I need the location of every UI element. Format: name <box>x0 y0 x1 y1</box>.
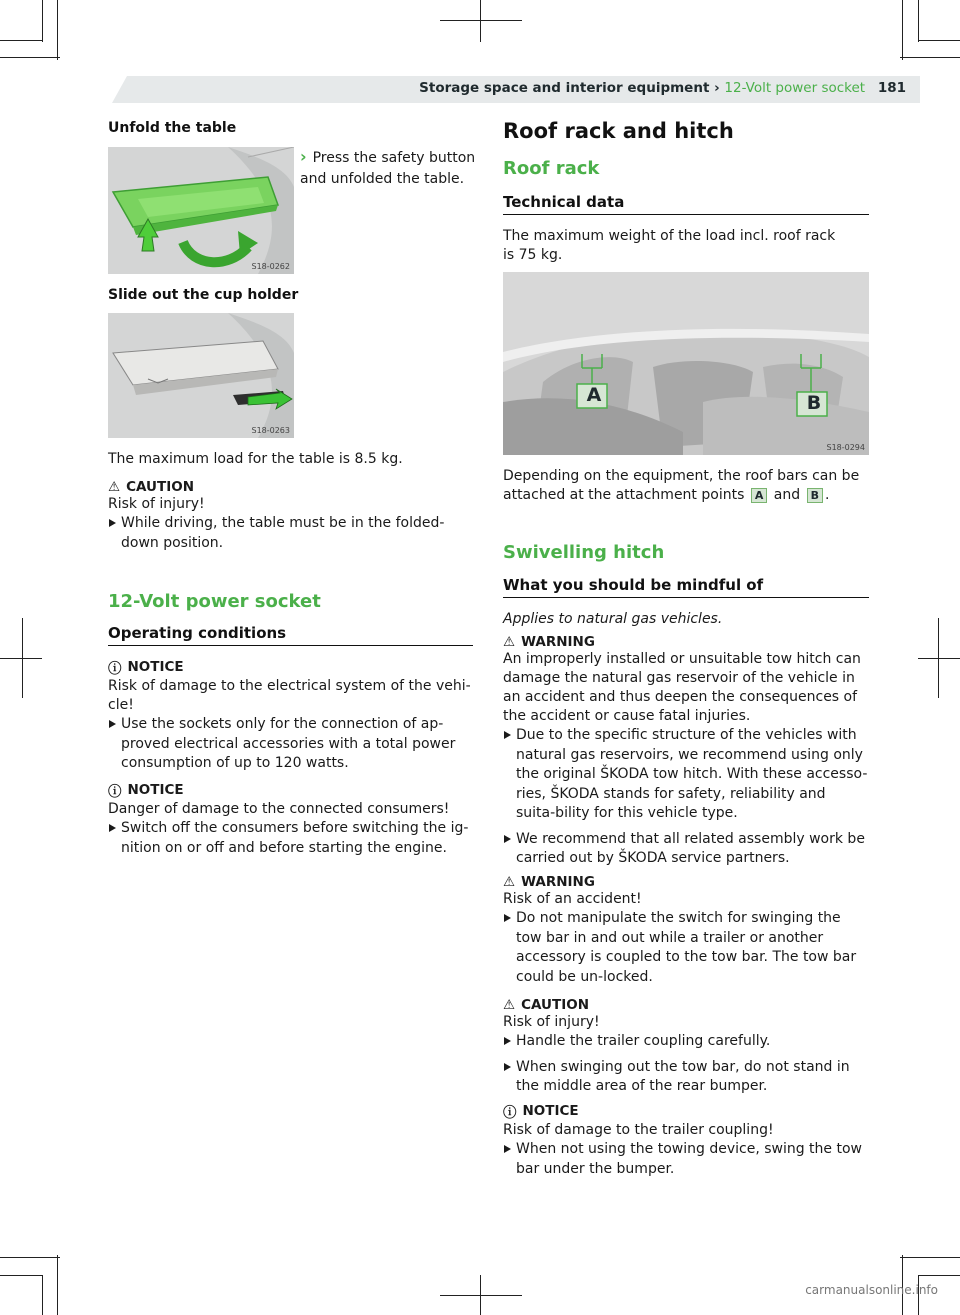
car-interior-illustration <box>503 272 869 455</box>
warning-triangle-icon: ⚠ <box>503 874 516 890</box>
mindful-heading: What you should be mindful of <box>503 576 869 598</box>
tech-text: The maximum weight of the load incl. roof rack is 75 kg. <box>503 228 836 263</box>
step-arrow-icon: › <box>300 147 307 166</box>
unfold-heading: Unfold the table <box>108 120 237 136</box>
hitch-heading: Swivelling hitch <box>503 542 665 563</box>
crop-mark <box>42 1275 43 1315</box>
warning-bullet: We recommend that all related assembly work be carried out by ŠKODA service partners. <box>503 830 869 869</box>
caution-bullet: Handle the trailer coupling carefully. <box>503 1032 869 1052</box>
info-icon: ⓘ <box>108 784 122 800</box>
page-number: 181 <box>877 80 906 96</box>
depend-end: . <box>824 487 830 503</box>
crop-mark <box>0 1257 60 1258</box>
crop-mark <box>0 1275 42 1276</box>
crop-mark <box>57 0 58 60</box>
notice-bullet: When not using the towing device, swing the tow bar under the bumper. <box>503 1140 869 1179</box>
caution-title: CAUTION <box>521 997 590 1013</box>
notice-text: Risk of damage to the trailer coupling! <box>503 1122 774 1138</box>
crop-mark <box>440 1295 522 1296</box>
info-icon: ⓘ <box>108 661 122 677</box>
crop-mark <box>42 0 43 42</box>
notice-title: NOTICE <box>522 1103 579 1119</box>
page-header <box>419 80 906 96</box>
warning-text: An improperly installed or unsuitable tow hitch can damage the natural gas reservoir of the vehicle in an accident and thus deepen the consequences of the accident or cause fatal injuries. <box>503 651 861 724</box>
crop-mark <box>918 0 919 42</box>
crop-mark <box>918 40 960 41</box>
crop-mark <box>0 658 42 659</box>
warning-title: WARNING <box>521 874 595 890</box>
socket-heading: 12-Volt power socket <box>108 591 321 612</box>
tech-heading: Technical data <box>503 193 869 215</box>
figure-label: S18-0263 <box>251 426 290 435</box>
marker-b-label: B <box>806 392 822 414</box>
caution-title: CAUTION <box>126 479 195 495</box>
notice-box-1 <box>108 657 473 774</box>
crop-mark <box>22 618 23 698</box>
notice-title: NOTICE <box>127 659 184 675</box>
roof-heading: Roof rack <box>503 158 600 179</box>
unfold-step-text: Press the safety button and unfolded the table. <box>300 150 476 187</box>
crop-mark <box>902 0 903 60</box>
notice-bullet: Use the sockets only for the connection of ap-proved electrical accessories with a total power consumption of up to 120 watts. <box>108 715 473 774</box>
figure-unfold-table <box>108 147 294 274</box>
warning-triangle-icon: ⚠ <box>503 997 516 1013</box>
marker-b-inline: B <box>807 488 823 503</box>
crop-mark <box>57 1255 58 1315</box>
info-icon: ⓘ <box>503 1105 517 1121</box>
crop-mark <box>900 1257 960 1258</box>
crop-mark <box>938 618 939 698</box>
depend-text <box>503 467 865 505</box>
caution-text: Risk of injury! <box>503 1014 600 1030</box>
warning-box-2 <box>503 874 869 987</box>
notice-text: Risk of damage to the electrical system of the vehi-cle! <box>108 678 471 713</box>
main-heading: Roof rack and hitch <box>503 119 734 143</box>
warning-triangle-icon: ⚠ <box>108 479 121 495</box>
warning-triangle-icon: ⚠ <box>503 634 516 650</box>
notice-box-2 <box>108 780 473 858</box>
figure-roof-rack <box>503 272 869 455</box>
warning-box-1 <box>503 634 869 869</box>
caution-bullet: When swinging out the tow bar, do not stand in the middle area of the rear bumper. <box>503 1058 869 1097</box>
cup-holder-illustration <box>108 313 294 438</box>
breadcrumb-section[interactable]: Storage space and interior equipment <box>419 80 710 96</box>
depend-and: and <box>773 487 801 503</box>
crop-mark <box>918 658 960 659</box>
crop-mark <box>480 1275 481 1315</box>
notice-box-3 <box>503 1101 869 1179</box>
warning-text: Risk of an accident! <box>503 891 642 907</box>
warning-bullet: Due to the specific structure of the vehicles with natural gas reservoirs, we recommend using only the original ŠKODA tow hitch. With these accesso-ries, ŠKODA stands for safety, reliability and suita-bility for this vehicle type. <box>503 726 869 824</box>
breadcrumb-current[interactable]: 12-Volt power socket <box>724 80 866 96</box>
applies-text: Applies to natural gas vehicles. <box>503 611 723 627</box>
breadcrumb-separator: › <box>714 80 720 96</box>
depend-text-main: Depending on the equipment, the roof bars can be attached at the attachment points <box>503 468 860 503</box>
warning-title: WARNING <box>521 634 595 650</box>
crop-mark <box>0 40 42 41</box>
crop-mark <box>440 20 522 21</box>
warning-bullet: Do not manipulate the switch for swinging the tow bar in and out while a trailer or another accessory is coupled to the tow bar. The tow bar could be un-locked. <box>503 909 869 987</box>
crop-mark <box>900 57 960 58</box>
caution-box-1 <box>108 479 473 553</box>
caution-bullet: While driving, the table must be in the folded-down position. <box>108 514 473 553</box>
table-illustration <box>108 147 294 274</box>
crop-mark <box>918 1275 960 1276</box>
footer-watermark[interactable]: carmanualsonline.info <box>805 1283 938 1297</box>
max-load-text: The maximum load for the table is 8.5 kg. <box>108 451 403 467</box>
notice-bullet: Switch off the consumers before switching the ig-nition on or off and before starting the engine. <box>108 819 473 858</box>
crop-mark <box>0 57 60 58</box>
unfold-step <box>300 147 478 189</box>
notice-text: Danger of damage to the connected consumers! <box>108 801 450 817</box>
operating-heading: Operating conditions <box>108 624 473 646</box>
notice-title: NOTICE <box>127 782 184 798</box>
crop-mark <box>480 0 481 42</box>
caution-text: Risk of injury! <box>108 496 205 512</box>
slide-heading: Slide out the cup holder <box>108 287 299 303</box>
marker-a-inline: A <box>751 488 768 503</box>
caution-box-2 <box>503 997 869 1097</box>
marker-a-label: A <box>586 384 602 406</box>
figure-label: S18-0262 <box>251 262 290 271</box>
figure-label: S18-0294 <box>826 443 865 452</box>
figure-cup-holder <box>108 313 294 438</box>
